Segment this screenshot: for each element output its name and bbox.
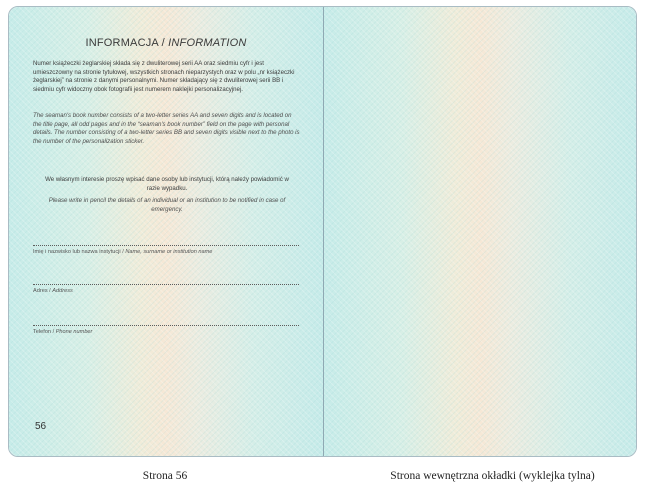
phone-field-label: Telefon / Phone number — [33, 329, 93, 335]
caption-left: Strona 56 — [142, 470, 188, 482]
info-paragraph-english: The seaman's book number consists of a two-letter series AA and seven digits and is located on the title page, all odd pages and in the “seaman's book number” field on the page with personal details. The number consisting of a two-letter series BB and seven digits visible next to the photo is the number of the personalization sticker. — [33, 112, 300, 145]
title-polish: INFORMACJA / — [85, 37, 169, 49]
emergency-note-english: Please write in pencil the details of an individual or an institution to be notified in case of emergency. — [48, 197, 286, 213]
page-title — [9, 37, 323, 49]
name-field-label: Imię i nazwisko lub nazwa instytucji / Name, surname or institution name — [33, 249, 213, 255]
document-spread — [8, 6, 637, 457]
page-number: 56 — [35, 421, 47, 432]
page-56 — [9, 7, 323, 456]
emergency-note-polish: We własnym interesie proszę wpisać dane osoby lub instytucji, którą należy powiadomić w razie wypadku. — [45, 176, 289, 192]
address-field-label: Adres / Address — [33, 288, 73, 294]
title-english: INFORMATION — [168, 37, 247, 49]
phone-field-line — [33, 325, 299, 326]
info-paragraph-polish: Numer książeczki żeglarskiej składa się z dwuliterowej serii AA oraz siedmiu cyfr i jest umieszczowny na stronie tytułowej, wszystkich stronach nieparzystych oraz w polu „nr książeczki żeglarskiej” na stronie z danymi personalnymi. Numer składający się z dwuliterowej serii BB i siedmiu cyfr widoczny obok fotografii jest numerem naklejki personalizacyjnej. — [33, 60, 295, 93]
address-field-line — [33, 284, 299, 285]
name-field-line — [33, 245, 299, 246]
inner-back-cover — [324, 7, 637, 456]
caption-right: Strona wewnętrzna okładki (wyklejka tylna) — [390, 470, 595, 482]
